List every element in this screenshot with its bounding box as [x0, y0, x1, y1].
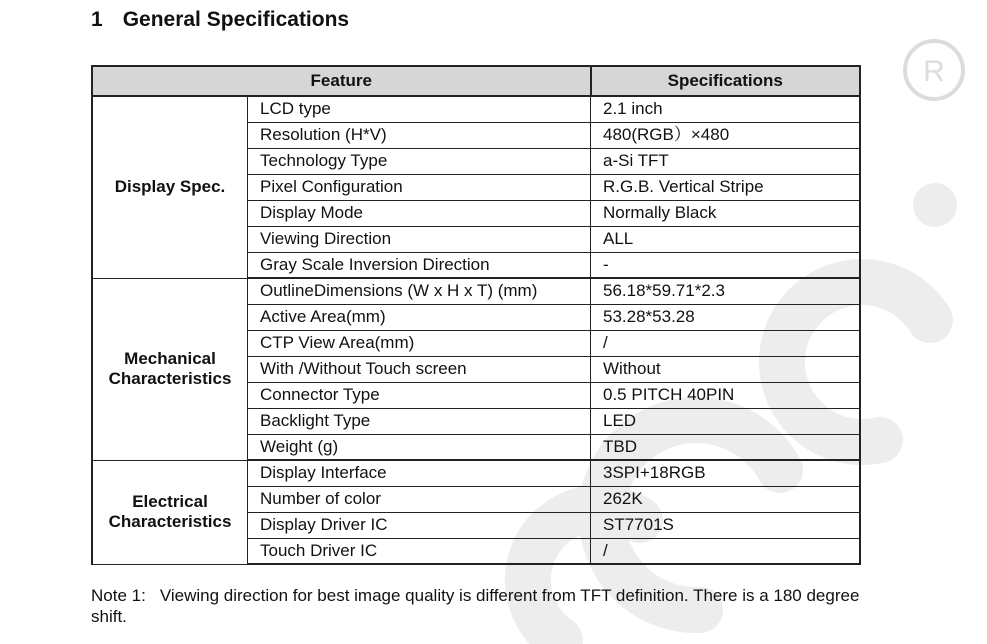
- feature-cell: Number of color: [248, 486, 591, 512]
- value-cell: 262K: [591, 486, 861, 512]
- feature-cell: Active Area(mm): [248, 304, 591, 330]
- value-cell: R.G.B. Vertical Stripe: [591, 174, 861, 200]
- value-cell: 56.18*59.71*2.3: [591, 278, 861, 304]
- value-cell: -: [591, 252, 861, 278]
- value-cell: Normally Black: [591, 200, 861, 226]
- value-cell: /: [591, 538, 861, 564]
- table-header-row: [92, 66, 860, 96]
- group-label-electrical: Electrical Characteristics: [92, 460, 248, 564]
- section-number: 1: [91, 8, 103, 31]
- feature-cell: LCD type: [248, 96, 591, 122]
- feature-cell: Touch Driver IC: [248, 538, 591, 564]
- value-cell: Without: [591, 356, 861, 382]
- spec-table: [91, 65, 861, 565]
- feature-cell: OutlineDimensions (W x H x T) (mm): [248, 278, 591, 304]
- value-cell: a-Si TFT: [591, 148, 861, 174]
- value-cell: LED: [591, 408, 861, 434]
- value-cell: ST7701S: [591, 512, 861, 538]
- feature-cell: Pixel Configuration: [248, 174, 591, 200]
- header-specifications: Specifications: [591, 66, 861, 96]
- feature-cell: CTP View Area(mm): [248, 330, 591, 356]
- section-title: General Specifications: [122, 8, 350, 31]
- value-cell: TBD: [591, 434, 861, 460]
- feature-cell: Technology Type: [248, 148, 591, 174]
- page-title: [91, 8, 349, 32]
- feature-cell: Display Driver IC: [248, 512, 591, 538]
- svg-text:R: R: [923, 55, 945, 88]
- feature-cell: Connector Type: [248, 382, 591, 408]
- group-label-display: Display Spec.: [92, 96, 248, 278]
- value-cell: 53.28*53.28: [591, 304, 861, 330]
- feature-cell: Backlight Type: [248, 408, 591, 434]
- value-cell: ALL: [591, 226, 861, 252]
- footnote-text: Viewing direction for best image quality is different from TFT definition. There is a 180 degree shift.: [91, 586, 860, 626]
- value-cell: 3SPI+18RGB: [591, 460, 861, 486]
- feature-cell: With /Without Touch screen: [248, 356, 591, 382]
- table-row: [92, 460, 860, 486]
- feature-cell: Weight (g): [248, 434, 591, 460]
- header-feature: Feature: [92, 66, 591, 96]
- footnote-label: Note 1:: [91, 586, 146, 605]
- table-row: [92, 96, 860, 122]
- feature-cell: Display Interface: [248, 460, 591, 486]
- registered-mark-icon: [902, 38, 966, 102]
- value-cell: /: [591, 330, 861, 356]
- value-cell: 480(RGB）×480: [591, 122, 861, 148]
- footnote: [91, 585, 871, 627]
- feature-cell: Gray Scale Inversion Direction: [248, 252, 591, 278]
- feature-cell: Viewing Direction: [248, 226, 591, 252]
- feature-cell: Display Mode: [248, 200, 591, 226]
- feature-cell: Resolution (H*V): [248, 122, 591, 148]
- value-cell: 2.1 inch: [591, 96, 861, 122]
- group-label-mechanical: Mechanical Characteristics: [92, 278, 248, 460]
- table-row: [92, 278, 860, 304]
- value-cell: 0.5 PITCH 40PIN: [591, 382, 861, 408]
